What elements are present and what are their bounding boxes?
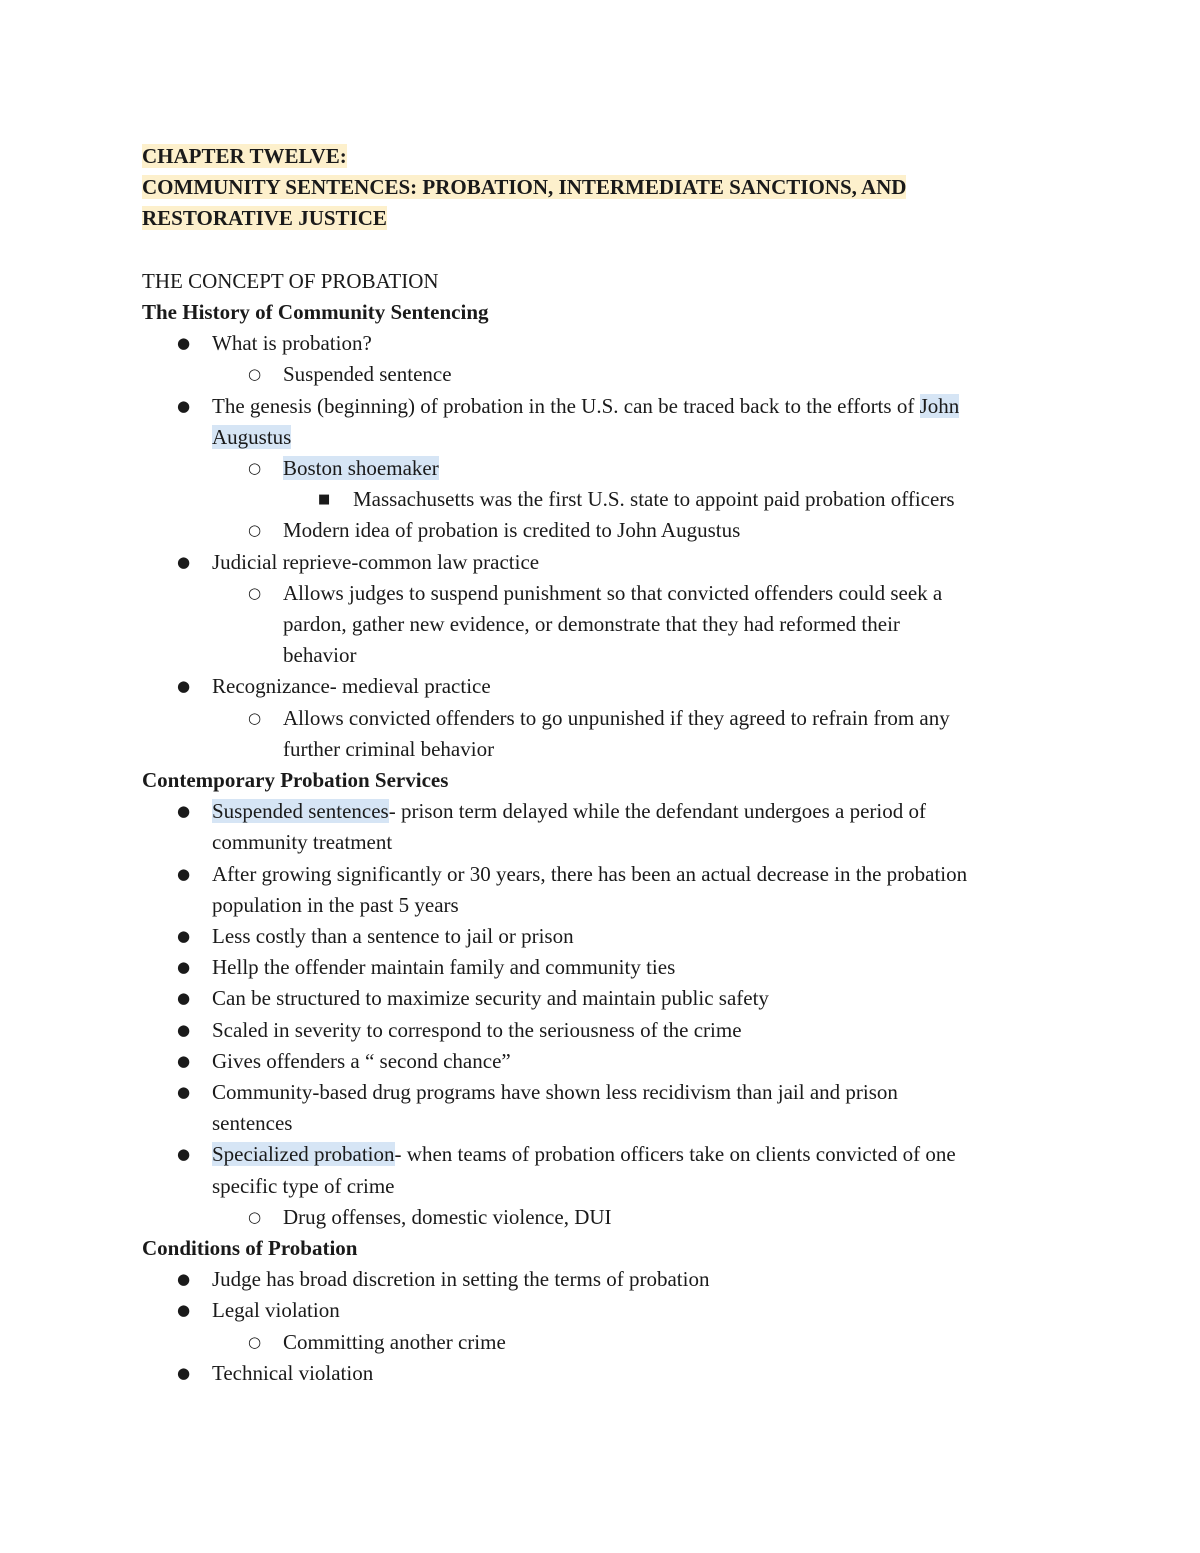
list-item: ○ Allows convicted offenders to go unpunished if they agreed to refrain from any further criminal behavior <box>142 703 1072 765</box>
bullet-icon: ● <box>177 989 191 1008</box>
contemporary-heading: Contemporary Probation Services <box>142 767 449 792</box>
bullet-icon: ● <box>177 1363 191 1382</box>
conditions-heading: Conditions of Probation <box>142 1236 358 1260</box>
history-heading: The History of Community Sentencing <box>142 299 489 324</box>
bullet-icon: ● <box>177 802 191 821</box>
bullet-icon: ● <box>177 958 191 977</box>
circle-bullet-icon: ○ <box>248 1207 262 1226</box>
circle-bullet-icon: ○ <box>248 583 262 602</box>
bullet-icon: ● <box>177 1270 191 1289</box>
list-item: ● Gives offenders a “ second chance” <box>142 1046 1072 1077</box>
circle-bullet-icon: ○ <box>248 365 262 384</box>
chapter-title-line-1: CHAPTER TWELVE: <box>142 144 347 168</box>
list-item: ● Less costly than a sentence to jail or prison <box>142 921 1072 952</box>
bullet-icon: ● <box>177 926 191 945</box>
bullet-icon: ● <box>177 1082 191 1101</box>
list-item: ● Legal violation <box>142 1295 1072 1326</box>
bullet-icon: ● <box>177 1301 191 1320</box>
list-item: ○ Drug offenses, domestic violence, DUI <box>142 1202 1072 1233</box>
bullet-icon: ● <box>177 334 191 353</box>
circle-bullet-icon: ○ <box>248 521 262 540</box>
highlighted-term: Suspended sentences <box>212 799 389 824</box>
bullet-icon: ● <box>177 1145 191 1164</box>
list-item: ● Judicial reprieve-common law practice <box>142 547 1072 578</box>
list-item: ● Specialized probation- when teams of probation officers take on clients convicted of one specific type of crime <box>142 1139 1072 1201</box>
list-item: ■ Massachusetts was the first U.S. state to appoint paid probation officers <box>142 484 1072 515</box>
document-body <box>142 141 1072 1389</box>
highlighted-term: John <box>919 393 960 418</box>
chapter-title-line-3: RESTORATIVE JUSTICE <box>142 206 387 231</box>
circle-bullet-icon: ○ <box>248 1332 262 1351</box>
bullet-icon: ● <box>177 396 191 415</box>
blank-line <box>142 235 1072 266</box>
highlighted-term: Specialized probation <box>212 1142 395 1167</box>
list-item: ○ Allows judges to suspend punishment so that convicted offenders could seek a pardon, gather new evidence, or demonstrate that they had reformed their behavior <box>142 578 1072 672</box>
list-item: ● Can be structured to maximize security and maintain public safety <box>142 983 1072 1014</box>
bullet-icon: ● <box>177 677 191 696</box>
list-item <box>142 453 1072 484</box>
bullet-icon: ● <box>177 552 191 571</box>
list-item: ● The genesis (beginning) of probation in the U.S. can be traced back to the efforts of John Augustus <box>142 391 1072 453</box>
list-item: ● Recognizance- medieval practice <box>142 671 1072 702</box>
square-bullet-icon: ■ <box>318 492 331 508</box>
list-item: ● Suspended sentences- prison term delayed while the defendant undergoes a period of community treatment <box>142 796 1072 858</box>
list-item: ● What is probation? <box>142 328 1072 359</box>
list-item: ● Technical violation <box>142 1358 1072 1389</box>
section-heading: THE CONCEPT OF PROBATION <box>142 268 439 293</box>
bullet-icon: ● <box>177 1020 191 1039</box>
circle-bullet-icon: ○ <box>248 708 262 727</box>
list-item: ○ Committing another crime <box>142 1327 1072 1358</box>
chapter-title-line-2: COMMUNITY SENTENCES: PROBATION, INTERMEDIATE SANCTIONS, AND <box>142 175 907 200</box>
highlighted-term: Augustus <box>212 424 292 449</box>
list-item: ● Community-based drug programs have shown less recidivism than jail and prison sentences <box>142 1077 1072 1139</box>
bullet-icon: ● <box>177 864 191 883</box>
list-item: ○ Suspended sentence <box>142 359 1072 390</box>
list-item: ● Hellp the offender maintain family and community ties <box>142 952 1072 983</box>
list-item: ● After growing significantly or 30 years, there has been an actual decrease in the probation population in the past 5 years <box>142 859 1072 921</box>
highlighted-term: Boston shoemaker <box>283 455 439 480</box>
list-item: ● Scaled in severity to correspond to the seriousness of the crime <box>142 1015 1072 1046</box>
circle-bullet-icon: ○ <box>248 458 262 477</box>
bullet-icon: ● <box>177 1051 191 1070</box>
list-item: ● Judge has broad discretion in setting the terms of probation <box>142 1264 1072 1295</box>
list-item: ○ Modern idea of probation is credited to John Augustus <box>142 515 1072 546</box>
